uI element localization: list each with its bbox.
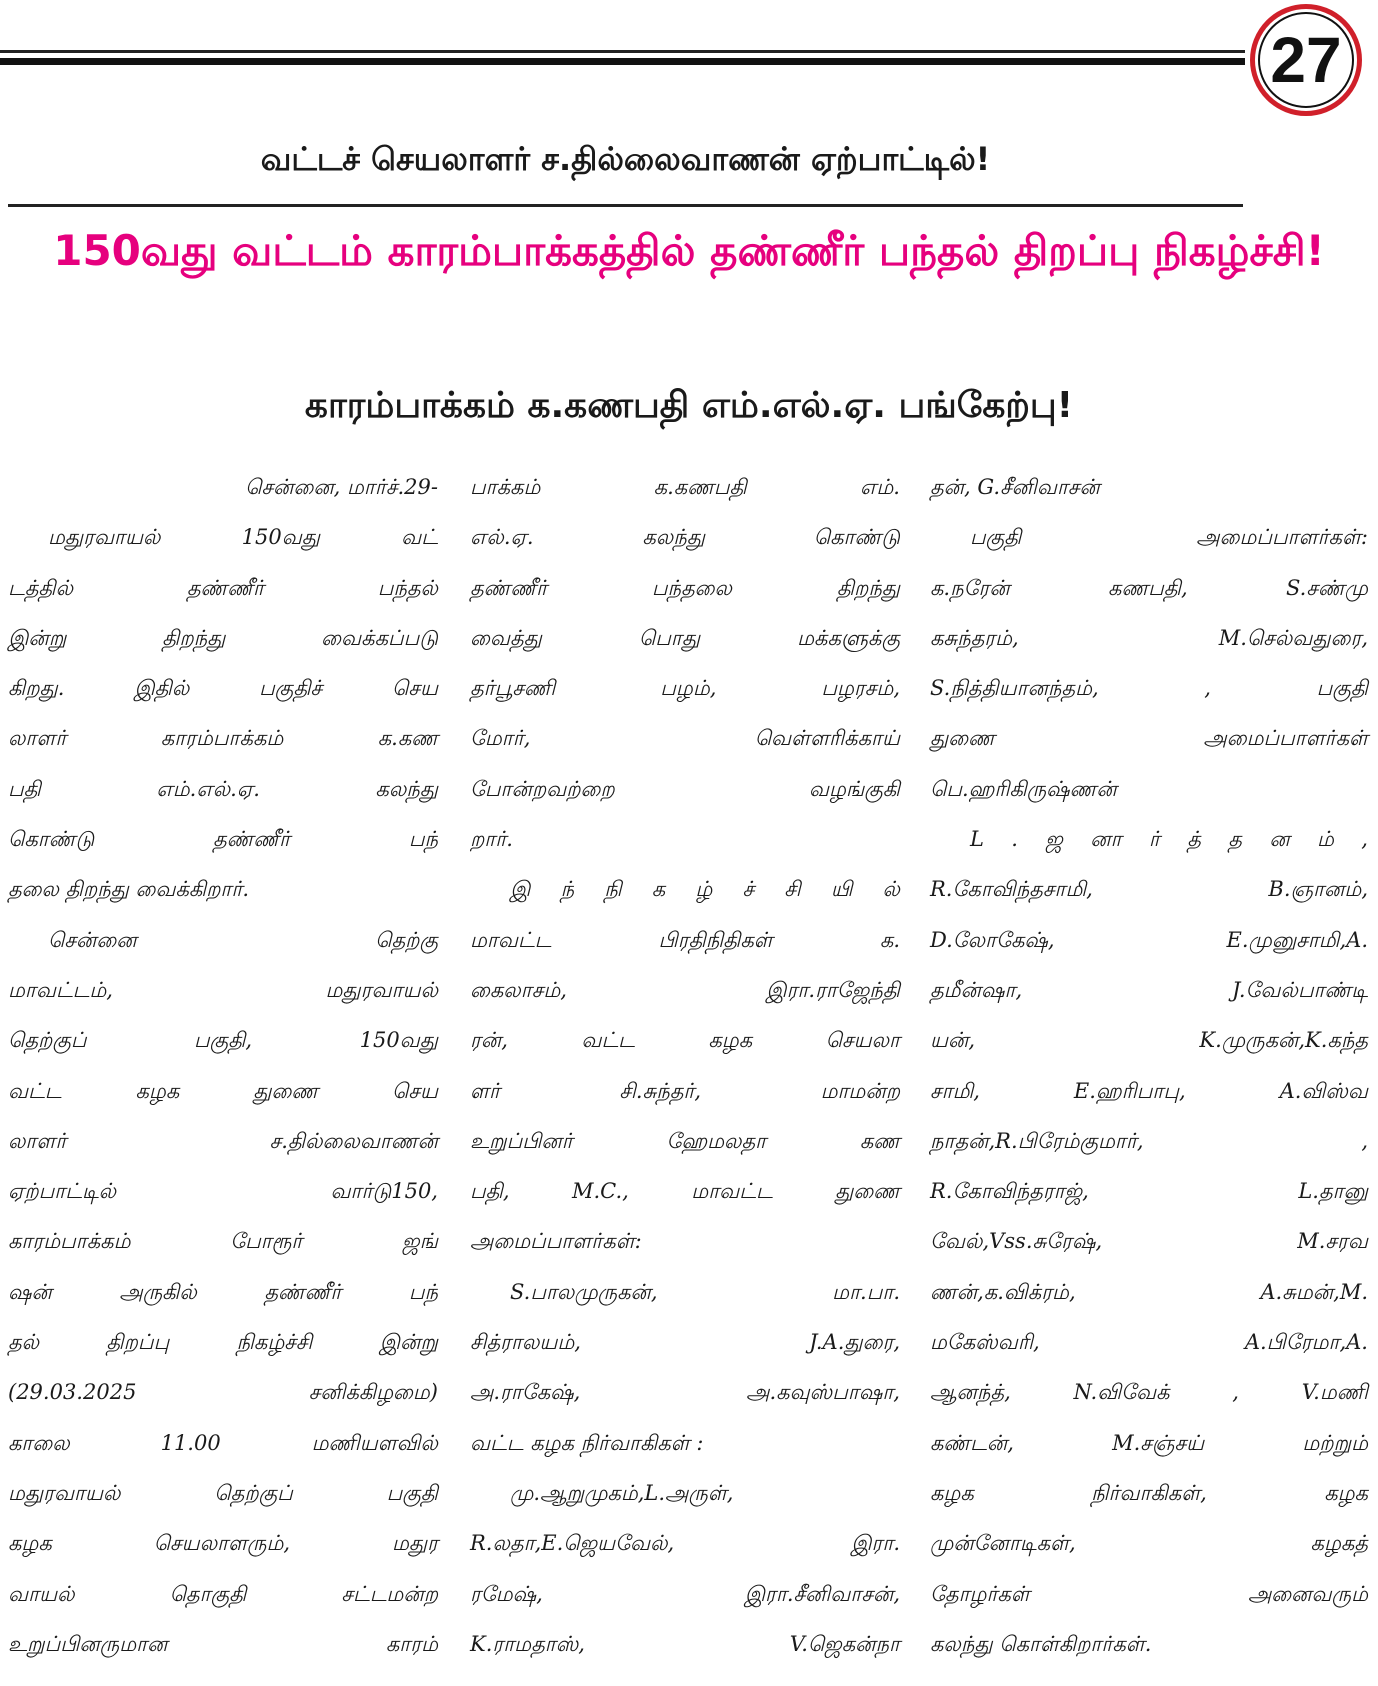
article-line: நாதன்,R.பிரேம்குமார், ,: [930, 1128, 1368, 1153]
kicker-headline: வட்டச் செயலாளர் ச.தில்லைவாணன் ஏற்பாட்டில்!: [260, 140, 991, 178]
article-line: வாயல் தொகுதி சட்டமன்ற: [8, 1581, 438, 1606]
article-line: ஷன் அருகில் தண்ணீர் பந்: [8, 1279, 438, 1304]
article-line: பதி எம்.எல்.ஏ. கலந்து: [8, 776, 438, 801]
article-line: தண்ணீர் பந்தலை திறந்து: [470, 575, 900, 600]
article-line: சென்னை தெற்கு: [48, 927, 438, 952]
article-line: மதுரவாயல் 150வது வட்: [48, 525, 438, 550]
article-line: காரம்பாக்கம் போரூர் ஜங்: [8, 1229, 438, 1254]
article-line: ஆனந்த், N.விவேக் , V.மணி: [930, 1380, 1368, 1405]
article-line: சாமி, E.ஹரிபாபு, A.விஸ்வ: [930, 1078, 1368, 1103]
article-line: வைத்து பொது மக்களுக்கு: [470, 625, 900, 650]
article-line: காலை 11.00 மணியளவில்: [8, 1430, 438, 1455]
article-line: பதி, M.C., மாவட்ட துணை: [470, 1179, 900, 1204]
page-number: 27: [1270, 24, 1342, 96]
article-line: தமீன்ஷா, J.வேல்பாண்டி: [930, 977, 1368, 1002]
article-line: லாளர் ச.தில்லைவாணன்: [8, 1128, 438, 1153]
article-line: S.பாலமுருகன், மா.பா.: [510, 1279, 900, 1304]
article-line: கழக நிர்வாகிகள், கழக: [930, 1480, 1368, 1505]
article-line: ணன்,க.விக்ரம், A.சுமன்,M.: [930, 1279, 1368, 1304]
article-line: தலை திறந்து வைக்கிறார்.: [8, 877, 250, 902]
article-line: வட்ட கழக துணை செய: [8, 1078, 438, 1103]
article-line: பெ.ஹரிகிருஷ்ணன்: [930, 776, 1117, 801]
article-line: தோழர்கள் அனைவரும்: [930, 1581, 1368, 1606]
article-line: சென்னை, மார்ச்.29-: [245, 475, 438, 499]
article-line: வட்ட கழக நிர்வாகிகள் :: [470, 1430, 704, 1455]
article-line: தர்பூசணி பழம், பழரசம்,: [470, 676, 900, 701]
article-line: மதுரவாயல் தெற்குப் பகுதி: [8, 1480, 438, 1505]
article-line: டத்தில் தண்ணீர் பந்தல்: [8, 575, 438, 600]
article-line: யன், K.முருகன்,K.கந்த: [930, 1028, 1368, 1053]
article-line: றார்.: [470, 827, 513, 852]
article-line: தல் திறப்பு நிகழ்ச்சி இன்று: [8, 1330, 438, 1355]
article-line: அமைப்பாளர்கள்:: [470, 1229, 642, 1254]
article-line: எல்.ஏ. கலந்து கொண்டு: [470, 525, 900, 550]
header-rule-thick: [0, 58, 1245, 65]
article-line: மாவட்டம், மதுரவாயல்: [8, 977, 438, 1002]
article-line: மு.ஆறுமுகம்,L.அருள்,: [510, 1480, 734, 1505]
article-line: R.கோவிந்தசாமி, B.ஞானம்,: [930, 877, 1368, 902]
article-line: ஏற்பாட்டில் வார்டு150,: [8, 1179, 438, 1204]
article-line: பாக்கம் க.கணபதி எம்.: [470, 475, 900, 499]
article-line: K.ராமதாஸ், V.ஜெகன்நா: [470, 1631, 900, 1656]
article-line: உறுப்பினருமான காரம்: [8, 1631, 438, 1656]
article-line: கழக செயலாளரும், மதுர: [8, 1531, 438, 1556]
article-line: ரமேஷ், இரா.சீனிவாசன்,: [470, 1581, 900, 1606]
article-line: க.நரேன் கணபதி, S.சண்மு: [930, 575, 1368, 600]
main-headline: 150வது வட்டம் காரம்பாக்கத்தில் தண்ணீர் பந்தல் திறப்பு நிகழ்ச்சி!: [53, 226, 1325, 275]
article-line: சித்ராலயம், J.A.துரை,: [470, 1330, 900, 1355]
article-line: துணை அமைப்பாளர்கள்: [930, 726, 1368, 751]
article-line: R.லதா,E.ஜெயவேல், இரா.: [470, 1531, 900, 1556]
article-line: உறுப்பினர் ஹேமலதா கண: [470, 1128, 900, 1153]
article-line: R.கோவிந்தராஜ், L.தானு: [930, 1179, 1368, 1204]
article-line: மாவட்ட பிரதிநிதிகள் க.: [470, 927, 900, 952]
article-line: கிறது. இதில் பகுதிச் செய: [8, 676, 438, 701]
article-line: வேல்,Vss.சுரேஷ், M.சரவ: [930, 1229, 1368, 1254]
article-line: மகேஸ்வரி, A.பிரேமா,A.: [930, 1330, 1368, 1355]
article-line: S.நித்தியானந்தம், , பகுதி: [930, 676, 1368, 701]
article-line: கசுந்தரம், M.செல்வதுரை,: [930, 625, 1368, 650]
article-line: (29.03.2025 சனிக்கிழமை): [8, 1380, 438, 1405]
article-column-2: [470, 462, 900, 1669]
article-line: முன்னோடிகள், கழகத்: [930, 1531, 1368, 1556]
article-line: மோர், வெள்ளரிக்காய்: [470, 726, 900, 751]
kicker-underline: [8, 204, 1243, 207]
article-line: தெற்குப் பகுதி, 150வது: [8, 1028, 438, 1053]
article-line: ரன், வட்ட கழக செயலா: [470, 1028, 900, 1053]
article-line: அ.ராகேஷ், அ.கவுஸ்பாஷா,: [470, 1380, 900, 1405]
article-line: போன்றவற்றை வழங்குகி: [470, 776, 900, 801]
article-line: கண்டன், M.சஞ்சய் மற்றும்: [930, 1430, 1368, 1455]
header-rule: [0, 50, 1245, 53]
page-number-ring: [1258, 12, 1354, 108]
article-line: கொண்டு தண்ணீர் பந்: [8, 827, 438, 852]
article-line: லாளர் காரம்பாக்கம் க.கண: [8, 726, 438, 751]
article-line: தன், G.சீனிவாசன்: [930, 475, 1100, 499]
article-line: D.லோகேஷ், E.முனுசாமி,A.: [930, 927, 1368, 952]
article-line: இன்று திறந்து வைக்கப்படு: [8, 625, 438, 650]
article-column-1: [8, 462, 438, 1669]
article-line: கலந்து கொள்கிறார்கள்.: [930, 1631, 1152, 1656]
article-line: பகுதி அமைப்பாளர்கள்:: [970, 525, 1368, 550]
article-column-3: [930, 462, 1368, 1669]
article-line: இ ந் நி க ழ் ச் சி யி ல்: [510, 877, 900, 902]
article-line: கைலாசம், இரா.ராஜேந்தி: [470, 977, 900, 1002]
sub-headline: காரம்பாக்கம் க.கணபதி எம்.எல்.ஏ. பங்கேற்பு!: [304, 385, 1074, 426]
article-line: L . ஜ னா ர் த் த ன ம் ,: [970, 827, 1368, 852]
article-line: ளர் சி.சுந்தர், மாமன்ற: [470, 1078, 900, 1103]
